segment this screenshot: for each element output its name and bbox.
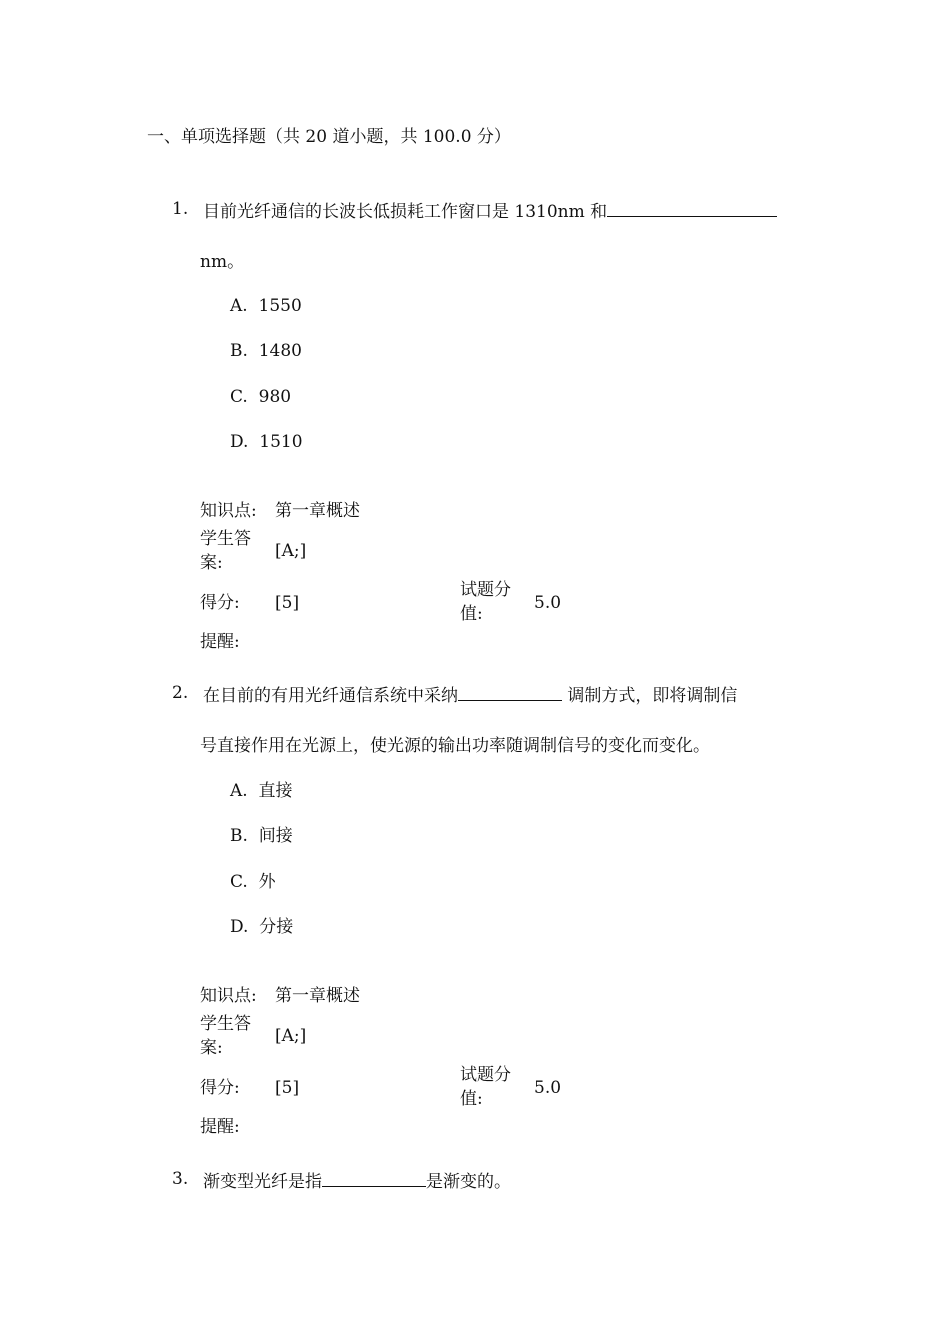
question-value: 5.0 — [534, 593, 562, 613]
question-text-before: 在目前的有用光纤通信系统中采纳 — [203, 686, 458, 706]
section-title: 一、单项选择题（共 20 道小题，共 100.0 分） — [147, 127, 511, 147]
reminder-label: 提醒: — [200, 632, 240, 652]
question-text — [203, 198, 777, 223]
question-text-middle: 调制方式，即将调制信 — [567, 686, 738, 706]
question-text-continued: nm。 — [200, 252, 245, 272]
question-text-after: 是渐变的。 — [426, 1172, 511, 1192]
option-item — [230, 916, 293, 938]
question-text-before: 渐变型光纤是指 — [203, 1172, 322, 1192]
question-number: 1. — [172, 199, 189, 219]
question-text — [203, 682, 737, 707]
answer-blank — [322, 1168, 426, 1187]
question-value: 5.0 — [534, 1078, 562, 1098]
option-item — [230, 871, 276, 893]
option-letter: C. — [230, 387, 248, 407]
option-letter: C. — [230, 872, 248, 892]
option-item — [230, 340, 302, 362]
score-label: 得分: — [200, 1078, 240, 1098]
option-text: 外 — [258, 872, 276, 892]
option-text: 直接 — [258, 781, 293, 801]
option-text: 1550 — [258, 296, 302, 316]
score-value: [5] — [275, 1078, 300, 1098]
reminder-label: 提醒: — [200, 1117, 240, 1137]
option-letter: A. — [230, 296, 248, 316]
student-answer-label: 学生答案: — [200, 529, 251, 573]
option-item — [230, 386, 291, 408]
answer-blank — [458, 682, 562, 701]
question-value-label: 试题分值: — [460, 580, 511, 624]
option-item — [230, 780, 293, 802]
option-item — [230, 825, 293, 847]
student-answer-label: 学生答案: — [200, 1014, 251, 1058]
score-value: [5] — [275, 593, 300, 613]
knowledge-label: 知识点: — [200, 501, 257, 521]
option-letter: D. — [230, 432, 249, 452]
question-text — [203, 1168, 511, 1193]
question-text-continued: 号直接作用在光源上，使光源的输出功率随调制信号的变化而变化。 — [200, 736, 710, 756]
option-letter: B. — [230, 826, 248, 846]
knowledge-value: 第一章概述 — [275, 501, 360, 521]
question-number: 3. — [172, 1169, 189, 1189]
student-answer-value: [A;] — [275, 541, 307, 561]
answer-blank — [607, 198, 777, 217]
question-value-label: 试题分值: — [460, 1065, 511, 1109]
option-letter: A. — [230, 781, 248, 801]
question-number: 2. — [172, 683, 189, 703]
option-text: 1510 — [259, 432, 303, 452]
knowledge-label: 知识点: — [200, 986, 257, 1006]
knowledge-value: 第一章概述 — [275, 986, 360, 1006]
option-item — [230, 295, 302, 317]
question-text-before: 目前光纤通信的长波长低损耗工作窗口是 1310nm 和 — [203, 202, 608, 222]
option-letter: D. — [230, 917, 249, 937]
option-text: 980 — [258, 387, 292, 407]
option-text: 1480 — [258, 341, 302, 361]
score-label: 得分: — [200, 593, 240, 613]
option-item — [230, 431, 303, 453]
option-text: 分接 — [259, 917, 294, 937]
option-letter: B. — [230, 341, 248, 361]
option-text: 间接 — [258, 826, 293, 846]
student-answer-value: [A;] — [275, 1026, 307, 1046]
